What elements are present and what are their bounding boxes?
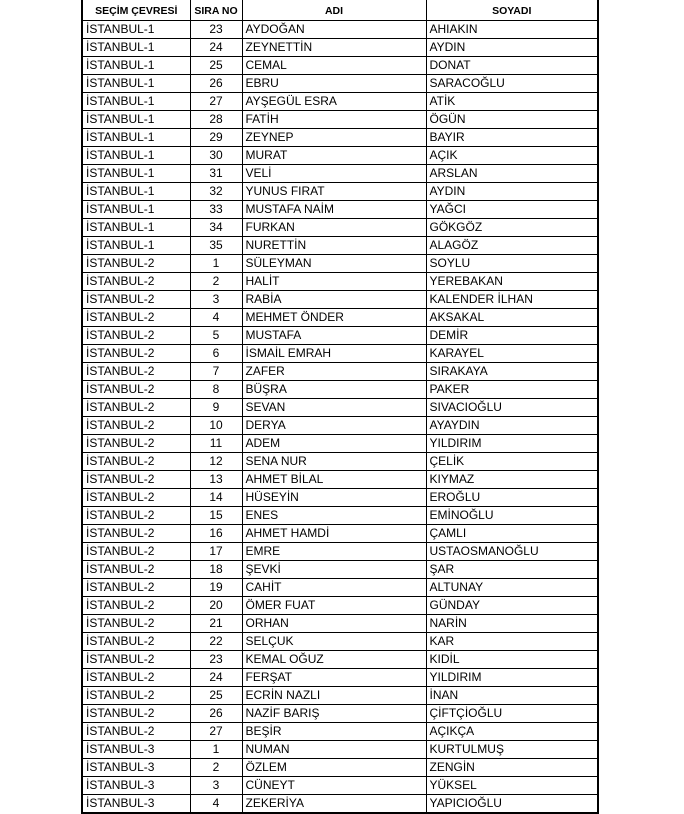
cell-sira-no: 18	[190, 561, 242, 579]
cell-sira-no: 5	[190, 327, 242, 345]
table-row	[82, 741, 598, 759]
table-row	[82, 795, 598, 814]
table-row	[82, 507, 598, 525]
table-row	[82, 381, 598, 399]
cell-secim-cevresi: İSTANBUL-2	[82, 723, 190, 741]
table-row	[82, 111, 598, 129]
cell-secim-cevresi: İSTANBUL-1	[82, 111, 190, 129]
cell-sira-no: 17	[190, 543, 242, 561]
cell-adi: İSMAİL EMRAH	[242, 345, 426, 363]
cell-secim-cevresi: İSTANBUL-2	[82, 525, 190, 543]
cell-adi: VELİ	[242, 165, 426, 183]
cell-adi: KEMAL OĞUZ	[242, 651, 426, 669]
cell-secim-cevresi: İSTANBUL-3	[82, 759, 190, 777]
table-row	[82, 417, 598, 435]
table-row	[82, 399, 598, 417]
cell-adi: HALİT	[242, 273, 426, 291]
cell-soyadi: GÖKGÖZ	[426, 219, 598, 237]
cell-adi: AYDOĞAN	[242, 21, 426, 39]
cell-sira-no: 15	[190, 507, 242, 525]
cell-soyadi: İNAN	[426, 687, 598, 705]
cell-secim-cevresi: İSTANBUL-1	[82, 21, 190, 39]
table-row	[82, 471, 598, 489]
cell-sira-no: 29	[190, 129, 242, 147]
cell-secim-cevresi: İSTANBUL-2	[82, 381, 190, 399]
table-row	[82, 237, 598, 255]
cell-sira-no: 30	[190, 147, 242, 165]
cell-soyadi: ALTUNAY	[426, 579, 598, 597]
cell-soyadi: PAKER	[426, 381, 598, 399]
cell-sira-no: 3	[190, 777, 242, 795]
cell-soyadi: EMİNOĞLU	[426, 507, 598, 525]
cell-soyadi: ALAGÖZ	[426, 237, 598, 255]
table-row	[82, 201, 598, 219]
cell-secim-cevresi: İSTANBUL-2	[82, 705, 190, 723]
cell-secim-cevresi: İSTANBUL-1	[82, 201, 190, 219]
cell-soyadi: YAPICIOĞLU	[426, 795, 598, 814]
cell-adi: SÜLEYMAN	[242, 255, 426, 273]
cell-sira-no: 35	[190, 237, 242, 255]
cell-secim-cevresi: İSTANBUL-2	[82, 435, 190, 453]
cell-adi: SELÇUK	[242, 633, 426, 651]
table-row	[82, 363, 598, 381]
cell-adi: BEŞİR	[242, 723, 426, 741]
cell-adi: AYŞEGÜL ESRA	[242, 93, 426, 111]
cell-adi: ORHAN	[242, 615, 426, 633]
cell-sira-no: 10	[190, 417, 242, 435]
cell-sira-no: 1	[190, 741, 242, 759]
cell-secim-cevresi: İSTANBUL-1	[82, 147, 190, 165]
cell-secim-cevresi: İSTANBUL-2	[82, 471, 190, 489]
cell-sira-no: 7	[190, 363, 242, 381]
table-row	[82, 759, 598, 777]
cell-adi: RABİA	[242, 291, 426, 309]
table-row	[82, 669, 598, 687]
cell-secim-cevresi: İSTANBUL-1	[82, 183, 190, 201]
cell-sira-no: 8	[190, 381, 242, 399]
cell-soyadi: SIVACIOĞLU	[426, 399, 598, 417]
cell-soyadi: ÇELİK	[426, 453, 598, 471]
cell-secim-cevresi: İSTANBUL-2	[82, 363, 190, 381]
cell-soyadi: SIRAKAYA	[426, 363, 598, 381]
cell-soyadi: ZENGİN	[426, 759, 598, 777]
cell-secim-cevresi: İSTANBUL-3	[82, 777, 190, 795]
cell-soyadi: BAYIR	[426, 129, 598, 147]
cell-soyadi: ARSLAN	[426, 165, 598, 183]
cell-adi: EBRU	[242, 75, 426, 93]
cell-adi: YUNUS FIRAT	[242, 183, 426, 201]
cell-adi: MURAT	[242, 147, 426, 165]
cell-secim-cevresi: İSTANBUL-2	[82, 273, 190, 291]
cell-adi: ADEM	[242, 435, 426, 453]
cell-sira-no: 23	[190, 651, 242, 669]
cell-secim-cevresi: İSTANBUL-2	[82, 687, 190, 705]
cell-sira-no: 25	[190, 57, 242, 75]
table-row	[82, 579, 598, 597]
cell-sira-no: 22	[190, 633, 242, 651]
cell-soyadi: KURTULMUŞ	[426, 741, 598, 759]
cell-sira-no: 31	[190, 165, 242, 183]
cell-sira-no: 26	[190, 75, 242, 93]
cell-soyadi: YEREBAKAN	[426, 273, 598, 291]
cell-adi: FERŞAT	[242, 669, 426, 687]
cell-adi: MUSTAFA NAİM	[242, 201, 426, 219]
cell-secim-cevresi: İSTANBUL-1	[82, 39, 190, 57]
cell-soyadi: NARİN	[426, 615, 598, 633]
cell-adi: ZEYNETTİN	[242, 39, 426, 57]
cell-soyadi: KIYMAZ	[426, 471, 598, 489]
cell-soyadi: AYDIN	[426, 183, 598, 201]
cell-sira-no: 12	[190, 453, 242, 471]
cell-secim-cevresi: İSTANBUL-2	[82, 597, 190, 615]
table-row	[82, 273, 598, 291]
table-row	[82, 147, 598, 165]
cell-soyadi: ÖGÜN	[426, 111, 598, 129]
cell-adi: HÜSEYİN	[242, 489, 426, 507]
cell-secim-cevresi: İSTANBUL-2	[82, 579, 190, 597]
table-row	[82, 723, 598, 741]
header-adi: ADI	[242, 0, 426, 21]
cell-secim-cevresi: İSTANBUL-1	[82, 219, 190, 237]
cell-adi: MUSTAFA	[242, 327, 426, 345]
cell-soyadi: ATİK	[426, 93, 598, 111]
cell-soyadi: AYDIN	[426, 39, 598, 57]
cell-sira-no: 21	[190, 615, 242, 633]
cell-adi: ECRİN NAZLI	[242, 687, 426, 705]
cell-sira-no: 4	[190, 309, 242, 327]
cell-sira-no: 4	[190, 795, 242, 814]
cell-sira-no: 33	[190, 201, 242, 219]
table-row	[82, 633, 598, 651]
cell-soyadi: KAR	[426, 633, 598, 651]
table-row	[82, 489, 598, 507]
table-row	[82, 165, 598, 183]
cell-sira-no: 19	[190, 579, 242, 597]
cell-sira-no: 16	[190, 525, 242, 543]
table-row	[82, 39, 598, 57]
table-row	[82, 543, 598, 561]
cell-soyadi: YÜKSEL	[426, 777, 598, 795]
header-secim-cevresi: SEÇİM ÇEVRESİ	[82, 0, 190, 21]
table-row	[82, 525, 598, 543]
table-row	[82, 435, 598, 453]
table-row	[82, 687, 598, 705]
cell-soyadi: YILDIRIM	[426, 435, 598, 453]
table-row	[82, 57, 598, 75]
cell-soyadi: AÇIK	[426, 147, 598, 165]
cell-secim-cevresi: İSTANBUL-2	[82, 615, 190, 633]
cell-soyadi: EROĞLU	[426, 489, 598, 507]
cell-adi: FURKAN	[242, 219, 426, 237]
cell-adi: NUMAN	[242, 741, 426, 759]
cell-soyadi: DONAT	[426, 57, 598, 75]
cell-secim-cevresi: İSTANBUL-2	[82, 417, 190, 435]
table-row	[82, 129, 598, 147]
cell-adi: ZEYNEP	[242, 129, 426, 147]
cell-soyadi: GÜNDAY	[426, 597, 598, 615]
cell-secim-cevresi: İSTANBUL-2	[82, 669, 190, 687]
table-row	[82, 255, 598, 273]
cell-secim-cevresi: İSTANBUL-2	[82, 543, 190, 561]
cell-sira-no: 25	[190, 687, 242, 705]
cell-soyadi: AYAYDIN	[426, 417, 598, 435]
cell-soyadi: ŞAR	[426, 561, 598, 579]
cell-sira-no: 9	[190, 399, 242, 417]
cell-secim-cevresi: İSTANBUL-2	[82, 633, 190, 651]
cell-soyadi: SOYLU	[426, 255, 598, 273]
cell-adi: AHMET BİLAL	[242, 471, 426, 489]
cell-adi: CÜNEYT	[242, 777, 426, 795]
table-row	[82, 705, 598, 723]
cell-sira-no: 34	[190, 219, 242, 237]
cell-secim-cevresi: İSTANBUL-2	[82, 345, 190, 363]
cell-secim-cevresi: İSTANBUL-2	[82, 507, 190, 525]
cell-adi: ŞEVKİ	[242, 561, 426, 579]
table-row	[82, 777, 598, 795]
table-row	[82, 561, 598, 579]
table-row	[82, 453, 598, 471]
cell-sira-no: 23	[190, 21, 242, 39]
cell-adi: ENES	[242, 507, 426, 525]
table-row	[82, 615, 598, 633]
cell-sira-no: 20	[190, 597, 242, 615]
table-row	[82, 93, 598, 111]
cell-adi: CAHİT	[242, 579, 426, 597]
cell-secim-cevresi: İSTANBUL-1	[82, 237, 190, 255]
cell-adi: FATİH	[242, 111, 426, 129]
cell-adi: AHMET HAMDİ	[242, 525, 426, 543]
cell-secim-cevresi: İSTANBUL-2	[82, 561, 190, 579]
cell-sira-no: 2	[190, 759, 242, 777]
cell-secim-cevresi: İSTANBUL-1	[82, 93, 190, 111]
cell-soyadi: YAĞCI	[426, 201, 598, 219]
table-row	[82, 327, 598, 345]
cell-soyadi: AKSAKAL	[426, 309, 598, 327]
cell-adi: ÖZLEM	[242, 759, 426, 777]
table-row	[82, 219, 598, 237]
cell-secim-cevresi: İSTANBUL-2	[82, 309, 190, 327]
cell-soyadi: SARACOĞLU	[426, 75, 598, 93]
cell-sira-no: 27	[190, 93, 242, 111]
cell-soyadi: KALENDER İLHAN	[426, 291, 598, 309]
cell-soyadi: DEMİR	[426, 327, 598, 345]
cell-sira-no: 27	[190, 723, 242, 741]
cell-soyadi: YILDIRIM	[426, 669, 598, 687]
table-row	[82, 183, 598, 201]
cell-sira-no: 32	[190, 183, 242, 201]
cell-secim-cevresi: İSTANBUL-2	[82, 453, 190, 471]
cell-secim-cevresi: İSTANBUL-2	[82, 489, 190, 507]
cell-secim-cevresi: İSTANBUL-3	[82, 795, 190, 814]
cell-sira-no: 28	[190, 111, 242, 129]
cell-adi: MEHMET ÖNDER	[242, 309, 426, 327]
cell-sira-no: 24	[190, 39, 242, 57]
cell-sira-no: 26	[190, 705, 242, 723]
cell-adi: ZAFER	[242, 363, 426, 381]
cell-adi: DERYA	[242, 417, 426, 435]
header-sira-no: SIRA NO	[190, 0, 242, 21]
table-row	[82, 309, 598, 327]
cell-sira-no: 24	[190, 669, 242, 687]
cell-secim-cevresi: İSTANBUL-2	[82, 255, 190, 273]
cell-secim-cevresi: İSTANBUL-1	[82, 57, 190, 75]
cell-adi: CEMAL	[242, 57, 426, 75]
cell-sira-no: 2	[190, 273, 242, 291]
header-row	[82, 0, 598, 21]
table-body	[82, 21, 598, 814]
table-row	[82, 291, 598, 309]
cell-sira-no: 11	[190, 435, 242, 453]
cell-soyadi: AÇIKÇA	[426, 723, 598, 741]
cell-secim-cevresi: İSTANBUL-2	[82, 327, 190, 345]
cell-soyadi: KIDİL	[426, 651, 598, 669]
cell-soyadi: KARAYEL	[426, 345, 598, 363]
cell-secim-cevresi: İSTANBUL-2	[82, 651, 190, 669]
candidate-table	[81, 0, 599, 814]
cell-soyadi: AHIAKIN	[426, 21, 598, 39]
cell-secim-cevresi: İSTANBUL-1	[82, 75, 190, 93]
candidate-list-sheet	[81, 0, 599, 814]
cell-sira-no: 14	[190, 489, 242, 507]
cell-sira-no: 1	[190, 255, 242, 273]
cell-adi: NURETTİN	[242, 237, 426, 255]
cell-adi: EMRE	[242, 543, 426, 561]
cell-adi: ÖMER FUAT	[242, 597, 426, 615]
table-row	[82, 651, 598, 669]
cell-secim-cevresi: İSTANBUL-3	[82, 741, 190, 759]
cell-sira-no: 6	[190, 345, 242, 363]
table-row	[82, 345, 598, 363]
cell-sira-no: 3	[190, 291, 242, 309]
table-row	[82, 21, 598, 39]
table-row	[82, 75, 598, 93]
cell-soyadi: USTAOSMANOĞLU	[426, 543, 598, 561]
cell-adi: SEVAN	[242, 399, 426, 417]
cell-secim-cevresi: İSTANBUL-1	[82, 129, 190, 147]
cell-adi: SENA NUR	[242, 453, 426, 471]
cell-soyadi: ÇİFTÇİOĞLU	[426, 705, 598, 723]
cell-adi: BÜŞRA	[242, 381, 426, 399]
cell-sira-no: 13	[190, 471, 242, 489]
cell-secim-cevresi: İSTANBUL-2	[82, 291, 190, 309]
cell-secim-cevresi: İSTANBUL-1	[82, 165, 190, 183]
cell-soyadi: ÇAMLI	[426, 525, 598, 543]
table-row	[82, 597, 598, 615]
header-soyadi: SOYADI	[426, 0, 598, 21]
cell-adi: ZEKERİYA	[242, 795, 426, 814]
cell-adi: NAZİF BARIŞ	[242, 705, 426, 723]
cell-secim-cevresi: İSTANBUL-2	[82, 399, 190, 417]
